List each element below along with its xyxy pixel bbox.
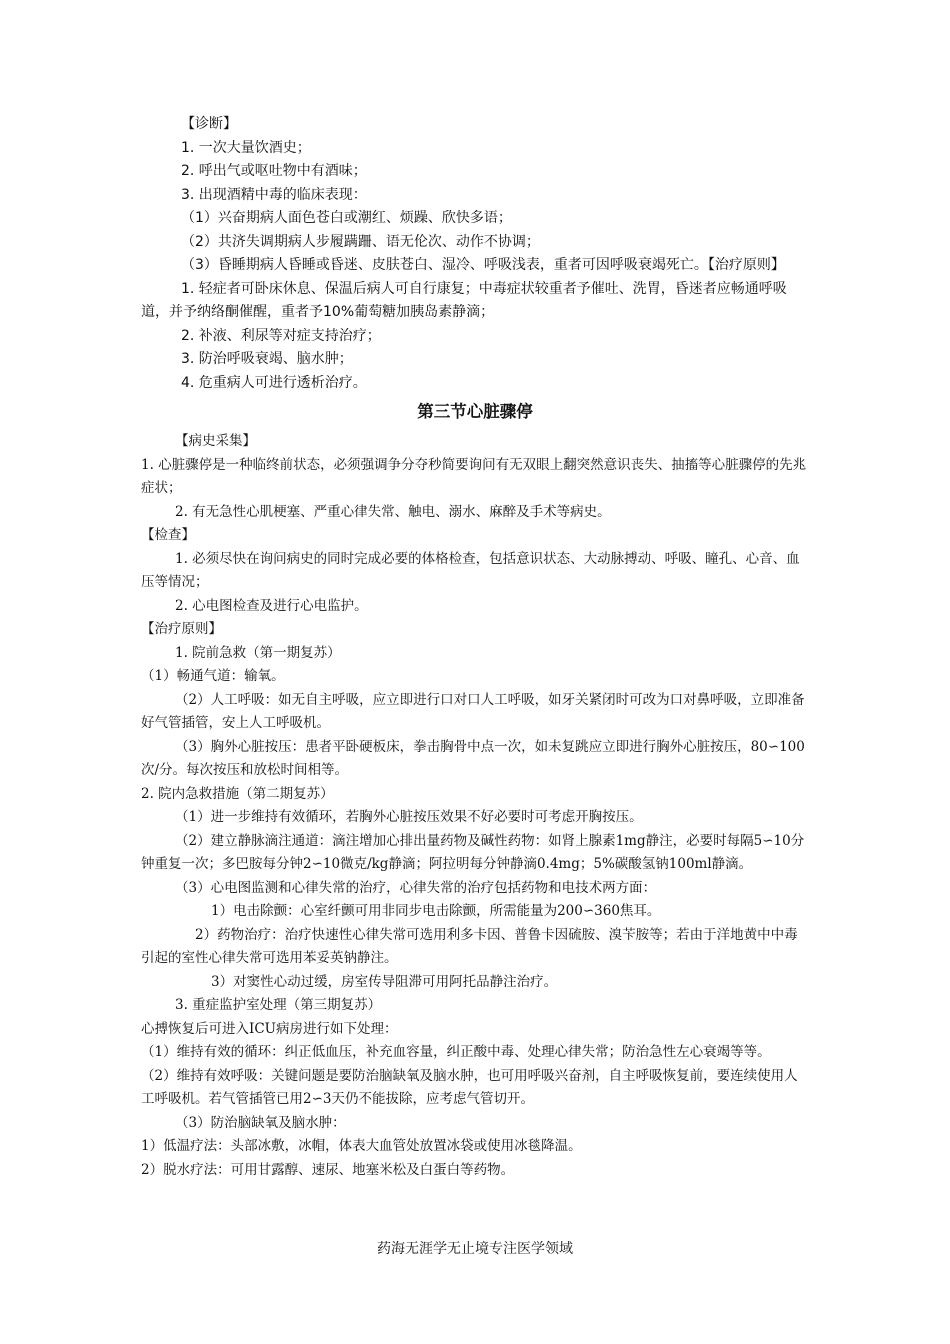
phase-3-item-3-1: 1）低温疗法：头部冰敷，冰帽，体表大血管处放置冰袋或使用冰毯降温。: [141, 1138, 582, 1154]
section-title: 第三节心脏骤停: [417, 402, 533, 421]
exam-item-1: 1. 必须尽快在询问病史的同时完成必要的体格检查，包括意识状态、大动脉搏动、呼吸、瞳孔、心音、血压等情况；: [141, 550, 800, 590]
phase-3-item-2: （2）维持有效呼吸：关键问题是要防治脑缺氧及脑水肿，也可用呼吸兴奋剂，自主呼吸恢复前，要连续使用人工呼吸机。若气管插管已用2∽3天仍不能拔除，应考虑气管切开。: [141, 1067, 798, 1107]
phase-3-intro: 心搏恢复后可进入ICU病房进行如下处理：: [141, 1020, 398, 1037]
phase-3-item-3: （3）防治脑缺氧及脑水肿：: [175, 1114, 346, 1131]
history-item-1: 1. 心脏骤停是一种临终前状态，必须强调争分夺秒简要询问有无双眼上翻突然意识丧失、抽搐等心脏骤停的先兆症状；: [141, 456, 807, 496]
phase-2-item-3: （3）心电图监测和心律失常的治疗，心律失常的治疗包括药物和电技术两方面：: [175, 879, 657, 896]
phase-2-item-1: （1）进一步维持有效循环，若胸外心脏按压效果不好必要时可考虑开胸按压。: [175, 809, 643, 825]
phase-2-item-2: （2）建立静脉滴注通道：滴注增加心排出量药物及碱性药物：如肾上腺素1mg静注，必要时每隔5∽10分钟重复一次；多巴胺每分钟2∽10微克/kg静滴；阿拉明每分钟静滴0.4mg；5%碳酸氢钠100ml静滴。: [141, 832, 805, 872]
exam-item-2: 2. 心电图检查及进行心电监护。: [175, 597, 368, 614]
phase-1-item-2: （2）人工呼吸：如无自主呼吸，应立即进行口对口人工呼吸，如牙关紧闭时可改为口对鼻呼吸，立即准备好气管插管，安上人工呼吸机。: [141, 691, 805, 731]
page-footer: 药海无涯学无止境专注医学领域: [377, 1241, 573, 1257]
phase-1-item-1: （1）畅通气道：输氧。: [141, 668, 285, 684]
history-heading: 【病史采集】: [175, 433, 256, 449]
exam-heading: 【检查】: [141, 527, 195, 543]
phase-2-item-3-3: 3）对窦性心动过缓，房室传导阻滞可用阿托品静注治疗。: [211, 973, 558, 990]
diagnosis-heading: 【诊断】: [181, 116, 237, 132]
phase-2-item-3-2: 2）药物治疗：治疗快速性心律失常可选用利多卡因、普鲁卡因硫胺、溴苄胺等；若由于洋地黄中中毒引起的室性心律失常可选用苯妥英钠静注。: [141, 926, 798, 966]
diagnosis-item-1: 1. 一次大量饮酒史；: [181, 139, 311, 156]
phase-3-title: 3. 重症监护室处理（第三期复苏）: [175, 997, 382, 1013]
diagnosis-item-3: 3. 出现酒精中毒的临床表现：: [181, 186, 367, 203]
document-body: [141, 113, 809, 1182]
phase-3-item-1: （1）维持有效的循环：纠正低血压，补充血容量，纠正酸中毒、处理心律失常；防治急性左心衰竭等等。: [141, 1044, 771, 1060]
treatment-item-3: 3. 防治呼吸衰竭、脑水肿；: [181, 351, 353, 367]
treatment-heading: 【治疗原则】: [141, 621, 222, 637]
phase-1-item-3: （3）胸外心脏按压：患者平卧硬板床，拳击胸骨中点一次，如未复跳应立即进行胸外心脏按压，80∽100次/分。每次按压和放松时间相等。: [141, 738, 805, 778]
phase-3-item-3-2: 2）脱水疗法：可用甘露醇、速尿、地塞米松及白蛋白等药物。: [141, 1161, 515, 1178]
treatment-item-1: 1. 轻症者可卧床休息、保温后病人可自行康复；中毒症状较重者予催吐、洗胃，昏迷者应畅通呼吸道，并予纳络酮催醒，重者予10%葡萄糖加胰岛素静滴；: [141, 280, 787, 320]
diagnosis-item-2: 2. 呼出气或呕吐物中有酒味；: [181, 163, 367, 179]
phase-1-title: 1. 院前急救（第一期复苏）: [175, 644, 341, 661]
phase-2-title: 2. 院内急救措施（第二期复苏）: [141, 785, 334, 802]
diagnosis-item-3-3: （3）昏睡期病人昏睡或昏迷、皮肤苍白、湿冷、呼吸浅表，重者可因呼吸衰竭死亡。【治疗原则】: [181, 257, 785, 273]
diagnosis-item-3-2: （2）共济失调期病人步履蹒跚、语无伦次、动作不协调；: [181, 233, 540, 250]
diagnosis-item-3-1: （1）兴奋期病人面色苍白或潮红、烦躁、欣快多语；: [181, 210, 512, 226]
treatment-item-2: 2. 补液、利尿等对症支持治疗；: [181, 327, 381, 344]
history-item-2: 2. 有无急性心肌梗塞、严重心律失常、触电、溺水、麻醉及手术等病史。: [175, 503, 611, 520]
phase-2-item-3-1: 1）电击除颤：心室纤颤可用非同步电击除颤，所需能量为200∽360焦耳。: [211, 903, 661, 919]
treatment-item-4: 4. 危重病人可进行透析治疗。: [181, 374, 367, 391]
